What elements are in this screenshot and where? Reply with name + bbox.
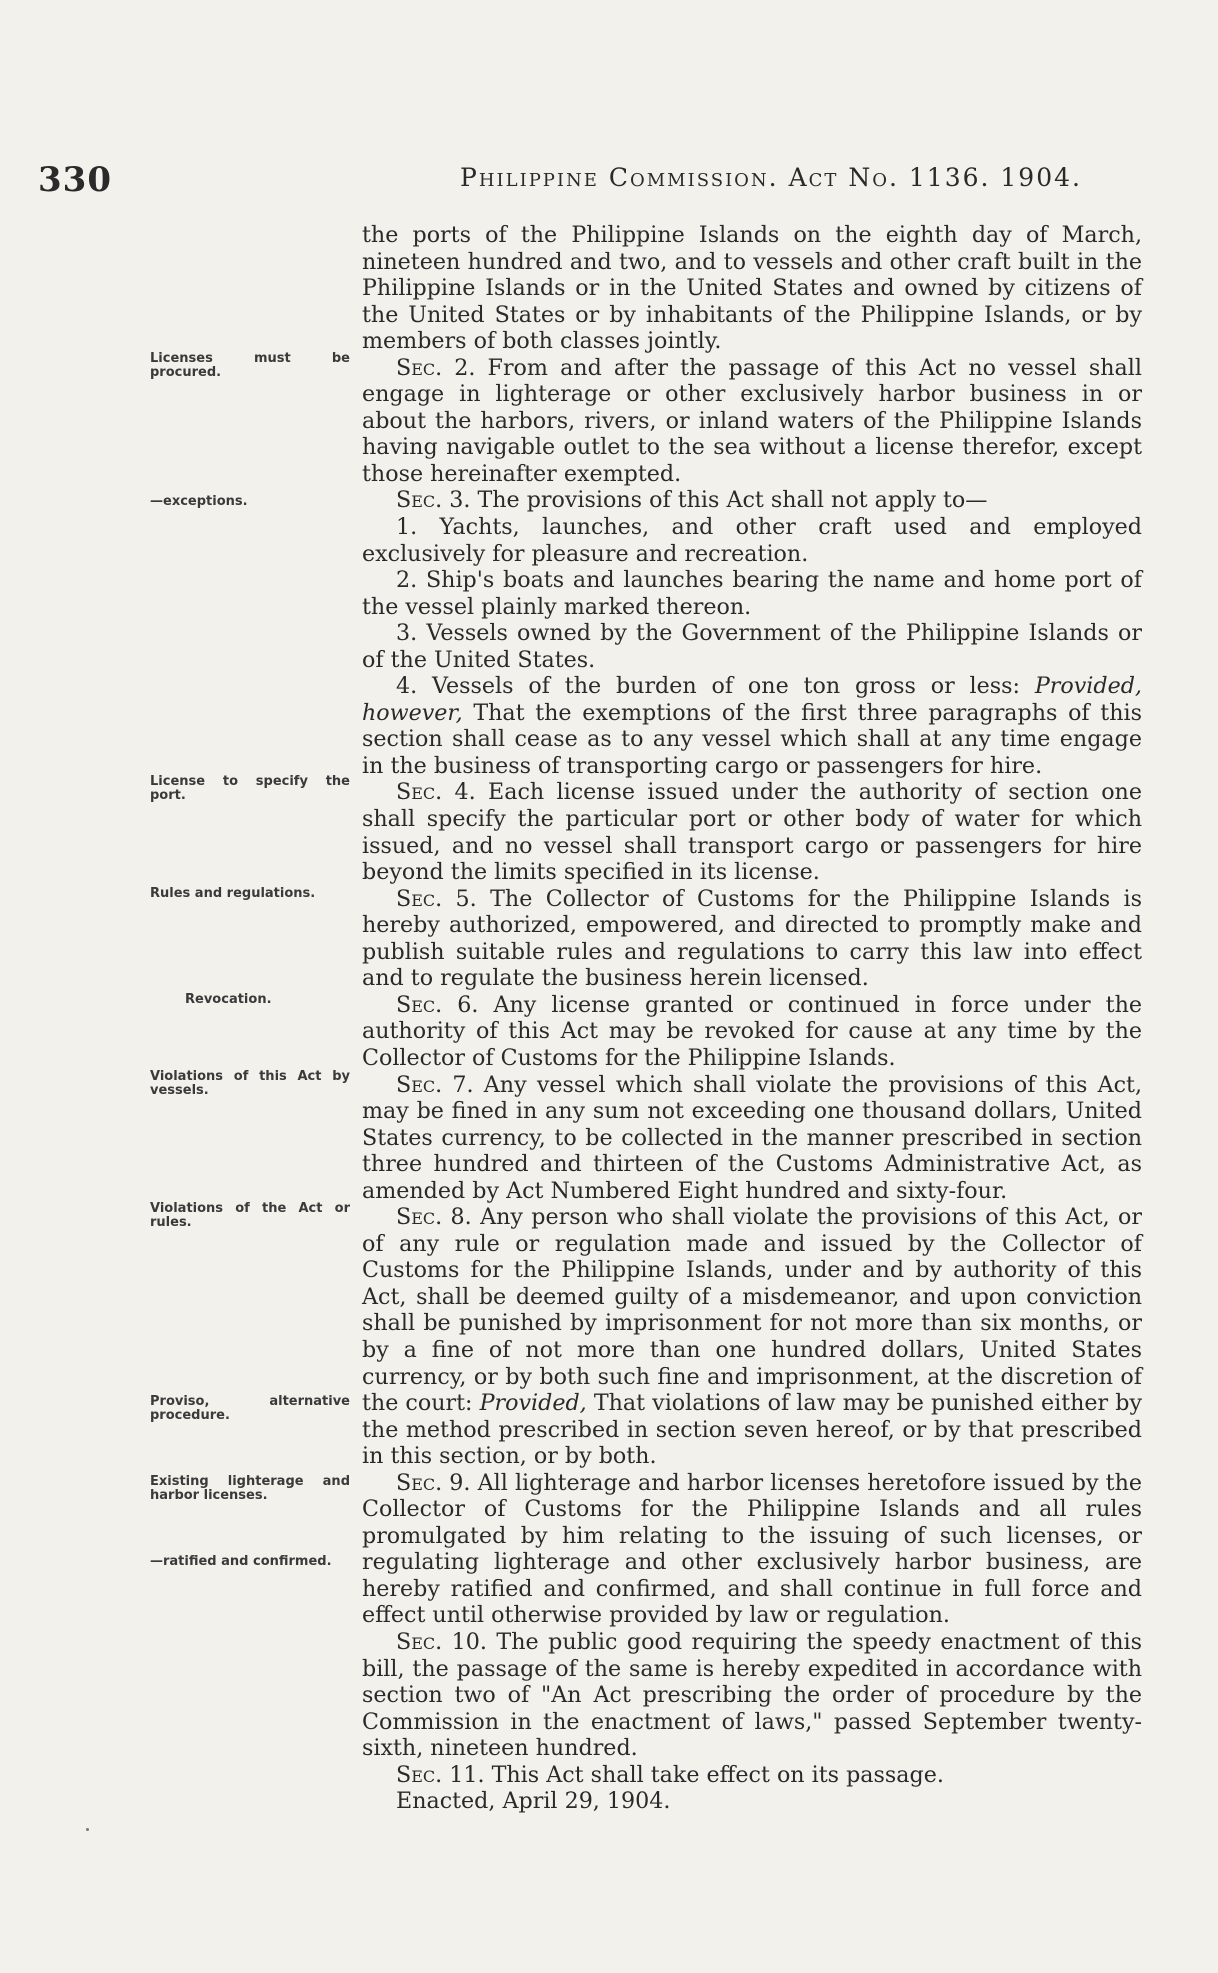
list-item: 1. Yachts, launches, and other craft used and employed exclusively for pleasure and recreation. — [362, 514, 1142, 567]
section-5 — [362, 886, 1142, 992]
act-body — [362, 222, 1142, 1815]
margin-note: Licenses must be procured. — [150, 351, 350, 380]
section-text: This Act shall take effect on its passage. — [484, 1761, 944, 1788]
section-4 — [362, 779, 1142, 885]
margin-note: —exceptions. — [150, 494, 248, 509]
section-label: Sec. 5. — [396, 885, 477, 912]
section-10 — [362, 1629, 1142, 1762]
section-6 — [362, 992, 1142, 1072]
list-item: 2. Ship's boats and launches bearing the name and home port of the vessel plainly marked thereon. — [362, 567, 1142, 620]
section-text: The public good requiring the speedy enactment of this bill, the passage of the same is hereby expedited in accordance with section two of "An Act prescribing the order of procedure by the Commission in the enactment of laws," passed September twenty-sixth, nineteen hundred. — [362, 1628, 1143, 1762]
section-3 — [362, 487, 1142, 514]
margin-note: Violations of the Act or rules. — [150, 1201, 350, 1230]
enacted-date: Enacted, April 29, 1904. — [396, 1788, 671, 1815]
proviso: Provided, however, — [362, 673, 1142, 726]
section-text: The Collector of Customs for the Philippine Islands is hereby authorized, empowered, and directed to promptly make and publish suitable rules and regulations to carry this law into effect and to regulate the business herein licensed. — [362, 885, 1143, 992]
section-2 — [362, 355, 1142, 488]
section-9 — [362, 1470, 1142, 1629]
section-label: Sec. 4. — [396, 779, 476, 806]
page-number: 330 — [38, 160, 112, 200]
margin-note: Existing lighterage and harbor licenses. — [150, 1474, 350, 1503]
margin-note: Revocation. — [185, 992, 272, 1007]
section-label: Sec. 8. — [396, 1204, 472, 1231]
section-text: Any vessel which shall violate the provisions of this Act, may be fined in any sum not exceeding one thousand dollars, United States currency, to be collected in the manner prescribed in section three hundred and thirteen of the Customs Administrative Act, as amended by Act Numbered Eight hundred and sixty-four. — [362, 1071, 1142, 1204]
proviso: Provided, — [479, 1390, 587, 1417]
item-text: 4. Vessels of the burden of one ton gross or less: — [396, 673, 1035, 700]
section-label: Sec. 2. — [396, 354, 476, 381]
paragraph: the ports of the Philippine Islands on the eighth day of March, nineteen hundred and two, and to vessels and other craft built in the Philippine Islands or in the United States and owned by citizens of the United States or by inhabitants of the Philippine Islands, or by members of both classes jointly. — [362, 222, 1142, 355]
section-label: Sec. 11. — [396, 1761, 485, 1788]
list-item — [362, 673, 1142, 779]
section-text: Each license issued under the authority of section one shall specify the particular port or other body of water for which issued, and no vessel shall transport cargo or passengers for hire beyond the limits specified in its license. — [362, 779, 1142, 886]
section-text: The provisions of this Act shall not apply to— — [470, 487, 988, 514]
section-label: Sec. 7. — [396, 1071, 474, 1098]
margin-note: —ratified and confirmed. — [150, 1554, 332, 1569]
speck — [86, 1828, 89, 1831]
list-item: 3. Vessels owned by the Government of the Philippine Islands or of the United States. — [362, 620, 1142, 673]
running-head: Philippine Commission. Act No. 1136. 1904. — [460, 163, 1082, 192]
margin-note: Violations of this Act by vessels. — [150, 1069, 350, 1098]
section-11 — [362, 1762, 1142, 1789]
section-text: From and after the passage of this Act no vessel shall engage in lighterage or other exclusively harbor business in or about the harbors, rivers, or inland waters of the Philippine Islands having navigable outlet to the sea without a license therefor, except those hereinafter exempted. — [362, 354, 1142, 487]
item-text: That the exemptions of the first three paragraphs of this section shall cease as to any vessel which shall at any time engage in the business of transporting cargo or passengers for hire. — [362, 699, 1142, 779]
section-label: Sec. 9. — [396, 1469, 471, 1496]
section-text: All lighterage and harbor licenses heretofore issued by the Collector of Customs for the Philippine Islands and all rules promulgated by him relating to the issuing of such licenses, or regulating lighterage and other exclusively harbor business, are hereby ratified and confirmed, and shall continue in full force and effect until otherwise provided by law or regulation. — [362, 1469, 1142, 1629]
section-7 — [362, 1072, 1142, 1205]
margin-note: Proviso, alternative procedure. — [150, 1394, 350, 1423]
section-text: That violations of law may be punished either by the method prescribed in section seven hereof, or by that prescribed in this section, or by both. — [362, 1390, 1143, 1470]
section-text: Any license granted or continued in force under the authority of this Act may be revoked for cause at any time by the Collector of Customs for the Philippine Islands. — [362, 991, 1142, 1071]
section-label: Sec. 10. — [396, 1628, 487, 1655]
section-text: Any person who shall violate the provisions of this Act, or of any rule or regulation made and issued by the Collector of Customs for the Philippine Islands, under and by authority of this Act, shall be deemed guilty of a misdemeanor, and upon conviction shall be punished by imprisonment for not more than six months, or by a fine of not more than one hundred dollars, United States currency, or by both such fine and imprisonment, at the discretion of the court: — [362, 1204, 1142, 1417]
margin-note: Rules and regulations. — [150, 886, 316, 901]
section-8 — [362, 1204, 1142, 1469]
margin-note: License to specify the port. — [150, 774, 350, 803]
section-label: Sec. 6. — [396, 991, 479, 1018]
section-label: Sec. 3. — [396, 487, 471, 514]
